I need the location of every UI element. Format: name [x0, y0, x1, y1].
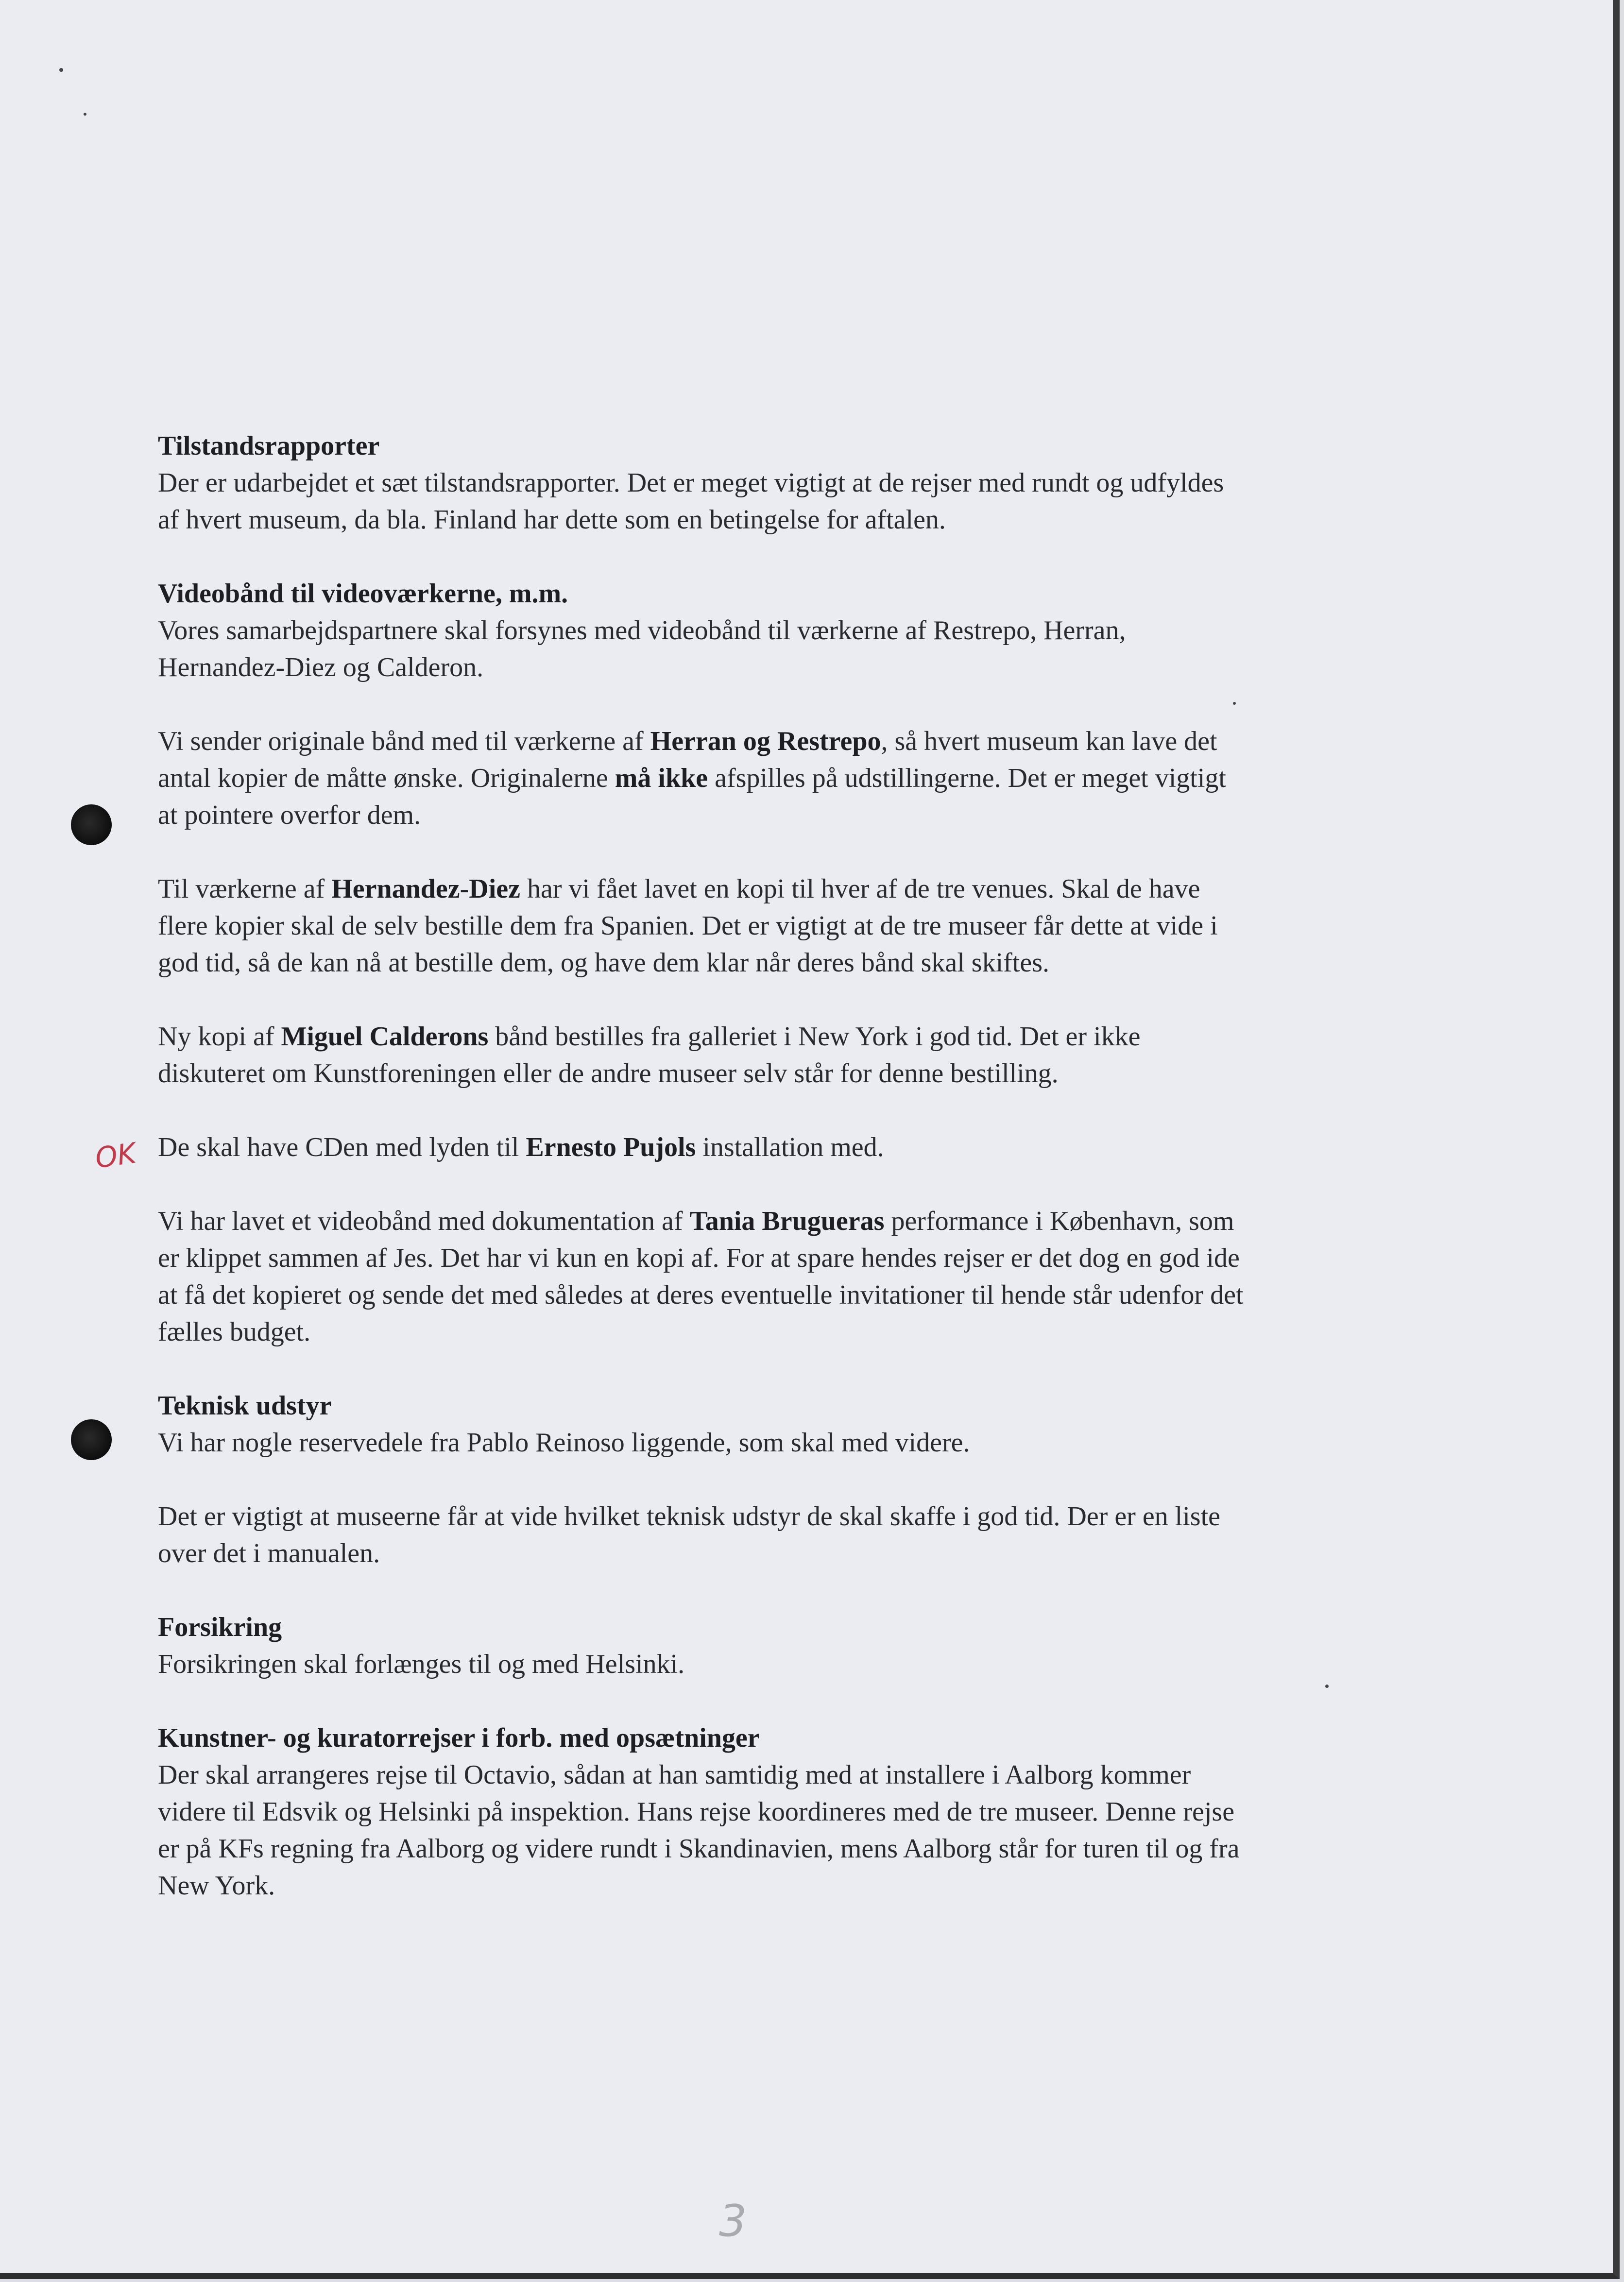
paragraph: [158, 1203, 1470, 1350]
section-heading: Forsikring: [158, 1612, 282, 1642]
section-heading: Videobånd til videoværkerne, m.m.: [158, 579, 568, 609]
paragraph: [158, 870, 1470, 981]
text-line: New York.: [158, 1871, 275, 1901]
text-line: antal kopier de måtte ønske. Originalerne må ikke afspilles på udstillingerne. Det er meget vigtigt: [158, 763, 1226, 793]
paragraph: [158, 1646, 1470, 1683]
text-line: fælles budget.: [158, 1317, 311, 1347]
text-line: De skal have CDen med lyden til Ernesto Pujols installation med.: [158, 1132, 884, 1162]
handwritten-ok-note: OK: [93, 1136, 138, 1175]
text-line: Ny kopi af Miguel Calderons bånd bestilles fra galleriet i New York i god tid. Det er ikke: [158, 1022, 1141, 1052]
text-line: Vi sender originale bånd med til værkerne af Herran og Restrepo, så hvert museum kan lave det: [158, 726, 1217, 756]
section-heading: Kunstner- og kuratorrejser i forb. med opsætninger: [158, 1723, 760, 1753]
text-line: at pointere overfor dem.: [158, 800, 421, 830]
paragraph: [158, 1424, 1470, 1461]
text-line: flere kopier skal de selv bestille dem fra Spanien. Det er vigtigt at de tre museer får dette at vide i: [158, 911, 1218, 941]
dust-speck: [84, 113, 86, 116]
bold-name: Tania Brugueras: [689, 1206, 885, 1236]
text-line: at få det kopieret og sende det med således at deres eventuelle invitationer til hende står udenfor det: [158, 1280, 1244, 1310]
text-line: Til værkerne af Hernandez-Diez har vi fået lavet en kopi til hver af de tre venues. Skal de have: [158, 874, 1200, 904]
text-line: diskuteret om Kunstforeningen eller de andre museer selv står for denne bestilling.: [158, 1058, 1059, 1089]
document-body: [158, 427, 1470, 1904]
text-line: Forsikringen skal forlænges til og med Helsinki.: [158, 1649, 685, 1679]
text-line: er klippet sammen af Jes. Det har vi kun en kopi af. For at spare hendes rejser er det dog en god ide: [158, 1243, 1240, 1273]
paragraph: [158, 1756, 1470, 1904]
text-line: Vores samarbejdspartnere skal forsynes med videobånd til værkerne af Restrepo, Herran,: [158, 615, 1126, 646]
paragraph: [158, 1129, 1470, 1166]
text-line: god tid, så de kan nå at bestille dem, og have dem klar når deres bånd skal skiftes.: [158, 948, 1050, 978]
bold-emphasis: må ikke: [615, 763, 708, 793]
paragraph: [158, 723, 1470, 834]
text-line: Vi har nogle reservedele fra Pablo Reinoso liggende, som skal med videre.: [158, 1428, 970, 1458]
section-videobaand: [158, 575, 1470, 1350]
text-line: Det er vigtigt at museerne får at vide hvilket teknisk udstyr de skal skaffe i god tid. Der er en liste: [158, 1501, 1221, 1532]
punch-hole: [71, 804, 112, 845]
paragraph: [158, 612, 1470, 686]
text-line: er på KFs regning fra Aalborg og videre rundt i Skandinavien, mens Aalborg står for turen til og fra: [158, 1834, 1240, 1864]
dust-speck: [59, 68, 63, 72]
handwritten-page-number: 3: [719, 2196, 747, 2247]
paragraph: [158, 1018, 1470, 1092]
bold-name: Hernandez-Diez: [331, 874, 520, 904]
paragraph: [158, 1498, 1470, 1572]
punch-hole: [71, 1419, 112, 1460]
text-line: over det i manualen.: [158, 1538, 380, 1568]
text-line: Der skal arrangeres rejse til Octavio, sådan at han samtidig med at installere i Aalborg kommer: [158, 1760, 1191, 1790]
section-heading: Teknisk udstyr: [158, 1391, 332, 1421]
bold-name: Herran og Restrepo: [650, 726, 881, 756]
section-tilstandsrapporter: [158, 427, 1470, 538]
section-teknisk-udstyr: [158, 1387, 1470, 1572]
bold-name: Miguel Calderons: [281, 1022, 489, 1052]
section-kunstnerrejser: [158, 1720, 1470, 1904]
section-forsikring: [158, 1609, 1470, 1683]
paragraph: [158, 464, 1470, 538]
text-line: af hvert museum, da bla. Finland har dette som en betingelse for aftalen.: [158, 505, 946, 535]
section-heading: Tilstandsrapporter: [158, 431, 380, 461]
bold-name: Ernesto Pujols: [526, 1132, 696, 1162]
text-line: Vi har lavet et videobånd med dokumentation af Tania Brugueras performance i København, som: [158, 1206, 1234, 1236]
text-line: Der er udarbejdet et sæt tilstandsrapporter. Det er meget vigtigt at de rejser med rundt og udfyldes: [158, 468, 1224, 498]
text-line: Hernandez-Diez og Calderon.: [158, 652, 484, 682]
text-line: videre til Edsvik og Helsinki på inspektion. Hans rejse koordineres med de tre museer. Denne rejse: [158, 1797, 1235, 1827]
